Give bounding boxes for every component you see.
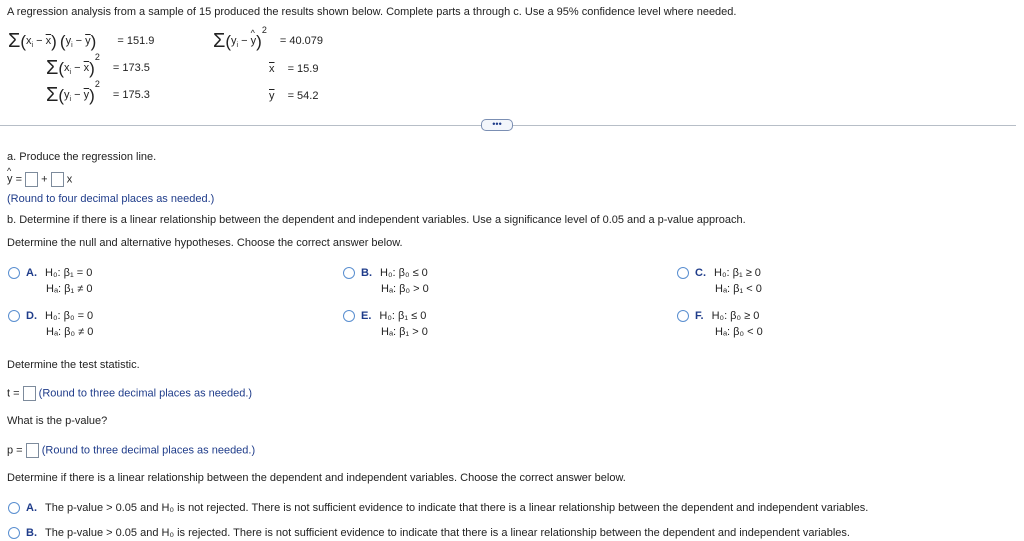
p-hint: (Round to three decimal places as needed.) xyxy=(41,444,256,457)
conclusion-option-a[interactable]: A. The p-value > 0.05 and H₀ is not rejected. There is not sufficient evidence to indicate that there is a linear relationship between the dependent and independent variables. xyxy=(8,500,868,516)
conclusion-prompt: Determine if there is a linear relationship between the dependent and independent variables. Choose the correct answer below. xyxy=(7,472,626,484)
t-row xyxy=(7,386,252,401)
t-input[interactable] xyxy=(23,386,36,401)
equals-sign: = xyxy=(15,173,22,186)
hyp-option-c[interactable]: C. H₀: β₁ ≥ 0 Hₐ: β₁ < 0 xyxy=(677,265,762,297)
xbar-formula: $\overline{x} = 15.9$ xyxy=(269,63,319,75)
expand-more-button[interactable]: ••• xyxy=(481,119,513,131)
radio-icon[interactable] xyxy=(8,310,20,322)
sum-xy-formula: $\Sigma(x_i - \overline{x}) (y_i - \overline{y}) = 151.9$ xyxy=(8,30,155,52)
part-a-hint: (Round to four decimal places as needed.) xyxy=(7,193,215,205)
hyp-option-f[interactable]: F. H₀: β₀ ≥ 0 Hₐ: β₀ < 0 xyxy=(677,308,763,340)
problem-intro: A regression analysis from a sample of 15 produced the results shown below. Complete parts a through c. Use a 95% confidence level where needed. xyxy=(7,6,737,18)
xbar-value: = 15.9 xyxy=(287,63,319,75)
part-b-prompt: b. Determine if there is a linear relationship between the dependent and independent variables. Use a significance level of 0.05 and a p-value approach. xyxy=(7,214,746,226)
yhat-symbol: ^ y xyxy=(7,173,13,185)
hyp-option-e[interactable]: E. H₀: β₁ ≤ 0 Hₐ: β₁ > 0 xyxy=(343,308,428,340)
radio-icon[interactable] xyxy=(677,267,689,279)
x-variable: x xyxy=(66,173,73,186)
plus-sign: + xyxy=(41,173,48,186)
hyp-option-d[interactable]: D. H₀: β₀ = 0 Hₐ: β₀ ≠ 0 xyxy=(8,308,93,340)
sse-formula: $\Sigma(y_i$ − ^ y)$^2$ = 40.079 xyxy=(213,31,323,51)
sum-xy-value: = 151.9 xyxy=(117,34,155,47)
sum-yy-value: = 175.3 xyxy=(112,88,150,101)
radio-icon[interactable] xyxy=(343,267,355,279)
radio-icon[interactable] xyxy=(8,267,20,279)
ybar-value: = 54.2 xyxy=(287,90,319,102)
p-row xyxy=(7,443,255,458)
t-hint: (Round to three decimal places as needed.) xyxy=(38,387,253,400)
radio-icon[interactable] xyxy=(8,502,20,514)
conclusion-option-b[interactable]: B. The p-value > 0.05 and H₀ is rejected. There is not sufficient evidence to indicate that there is a linear relationship between the dependent and independent variables. xyxy=(8,525,850,541)
pvalue-prompt: What is the p-value? xyxy=(7,415,108,427)
radio-icon[interactable] xyxy=(8,527,20,539)
ybar-formula: $\overline{y} = 54.2$ xyxy=(269,90,319,102)
radio-icon[interactable] xyxy=(343,310,355,322)
t-label: t = xyxy=(7,387,20,400)
slope-input[interactable] xyxy=(51,172,64,187)
hypotheses-prompt: Determine the null and alternative hypotheses. Choose the correct answer below. xyxy=(7,237,403,249)
sum-yy-formula: $\Sigma(y_i - \overline{y})^2 = 175.3$ xyxy=(46,79,150,106)
p-input[interactable] xyxy=(26,443,39,458)
regression-line-row xyxy=(7,172,72,187)
sum-xx-formula: $\Sigma(x_i - \overline{x})^2 = 173.5$ xyxy=(46,52,150,79)
hyp-option-a[interactable]: A. H₀: β₁ = 0 Hₐ: β₁ ≠ 0 xyxy=(8,265,92,297)
sse-value: = 40.079 xyxy=(279,34,324,47)
sum-xx-value: = 173.5 xyxy=(112,61,150,74)
test-stat-prompt: Determine the test statistic. xyxy=(7,359,140,371)
radio-icon[interactable] xyxy=(677,310,689,322)
intercept-input[interactable] xyxy=(25,172,38,187)
part-a-prompt: a. Produce the regression line. xyxy=(7,151,157,163)
p-label: p = xyxy=(7,444,23,457)
hyp-option-b[interactable]: B. H₀: β₀ ≤ 0 Hₐ: β₀ > 0 xyxy=(343,265,429,297)
